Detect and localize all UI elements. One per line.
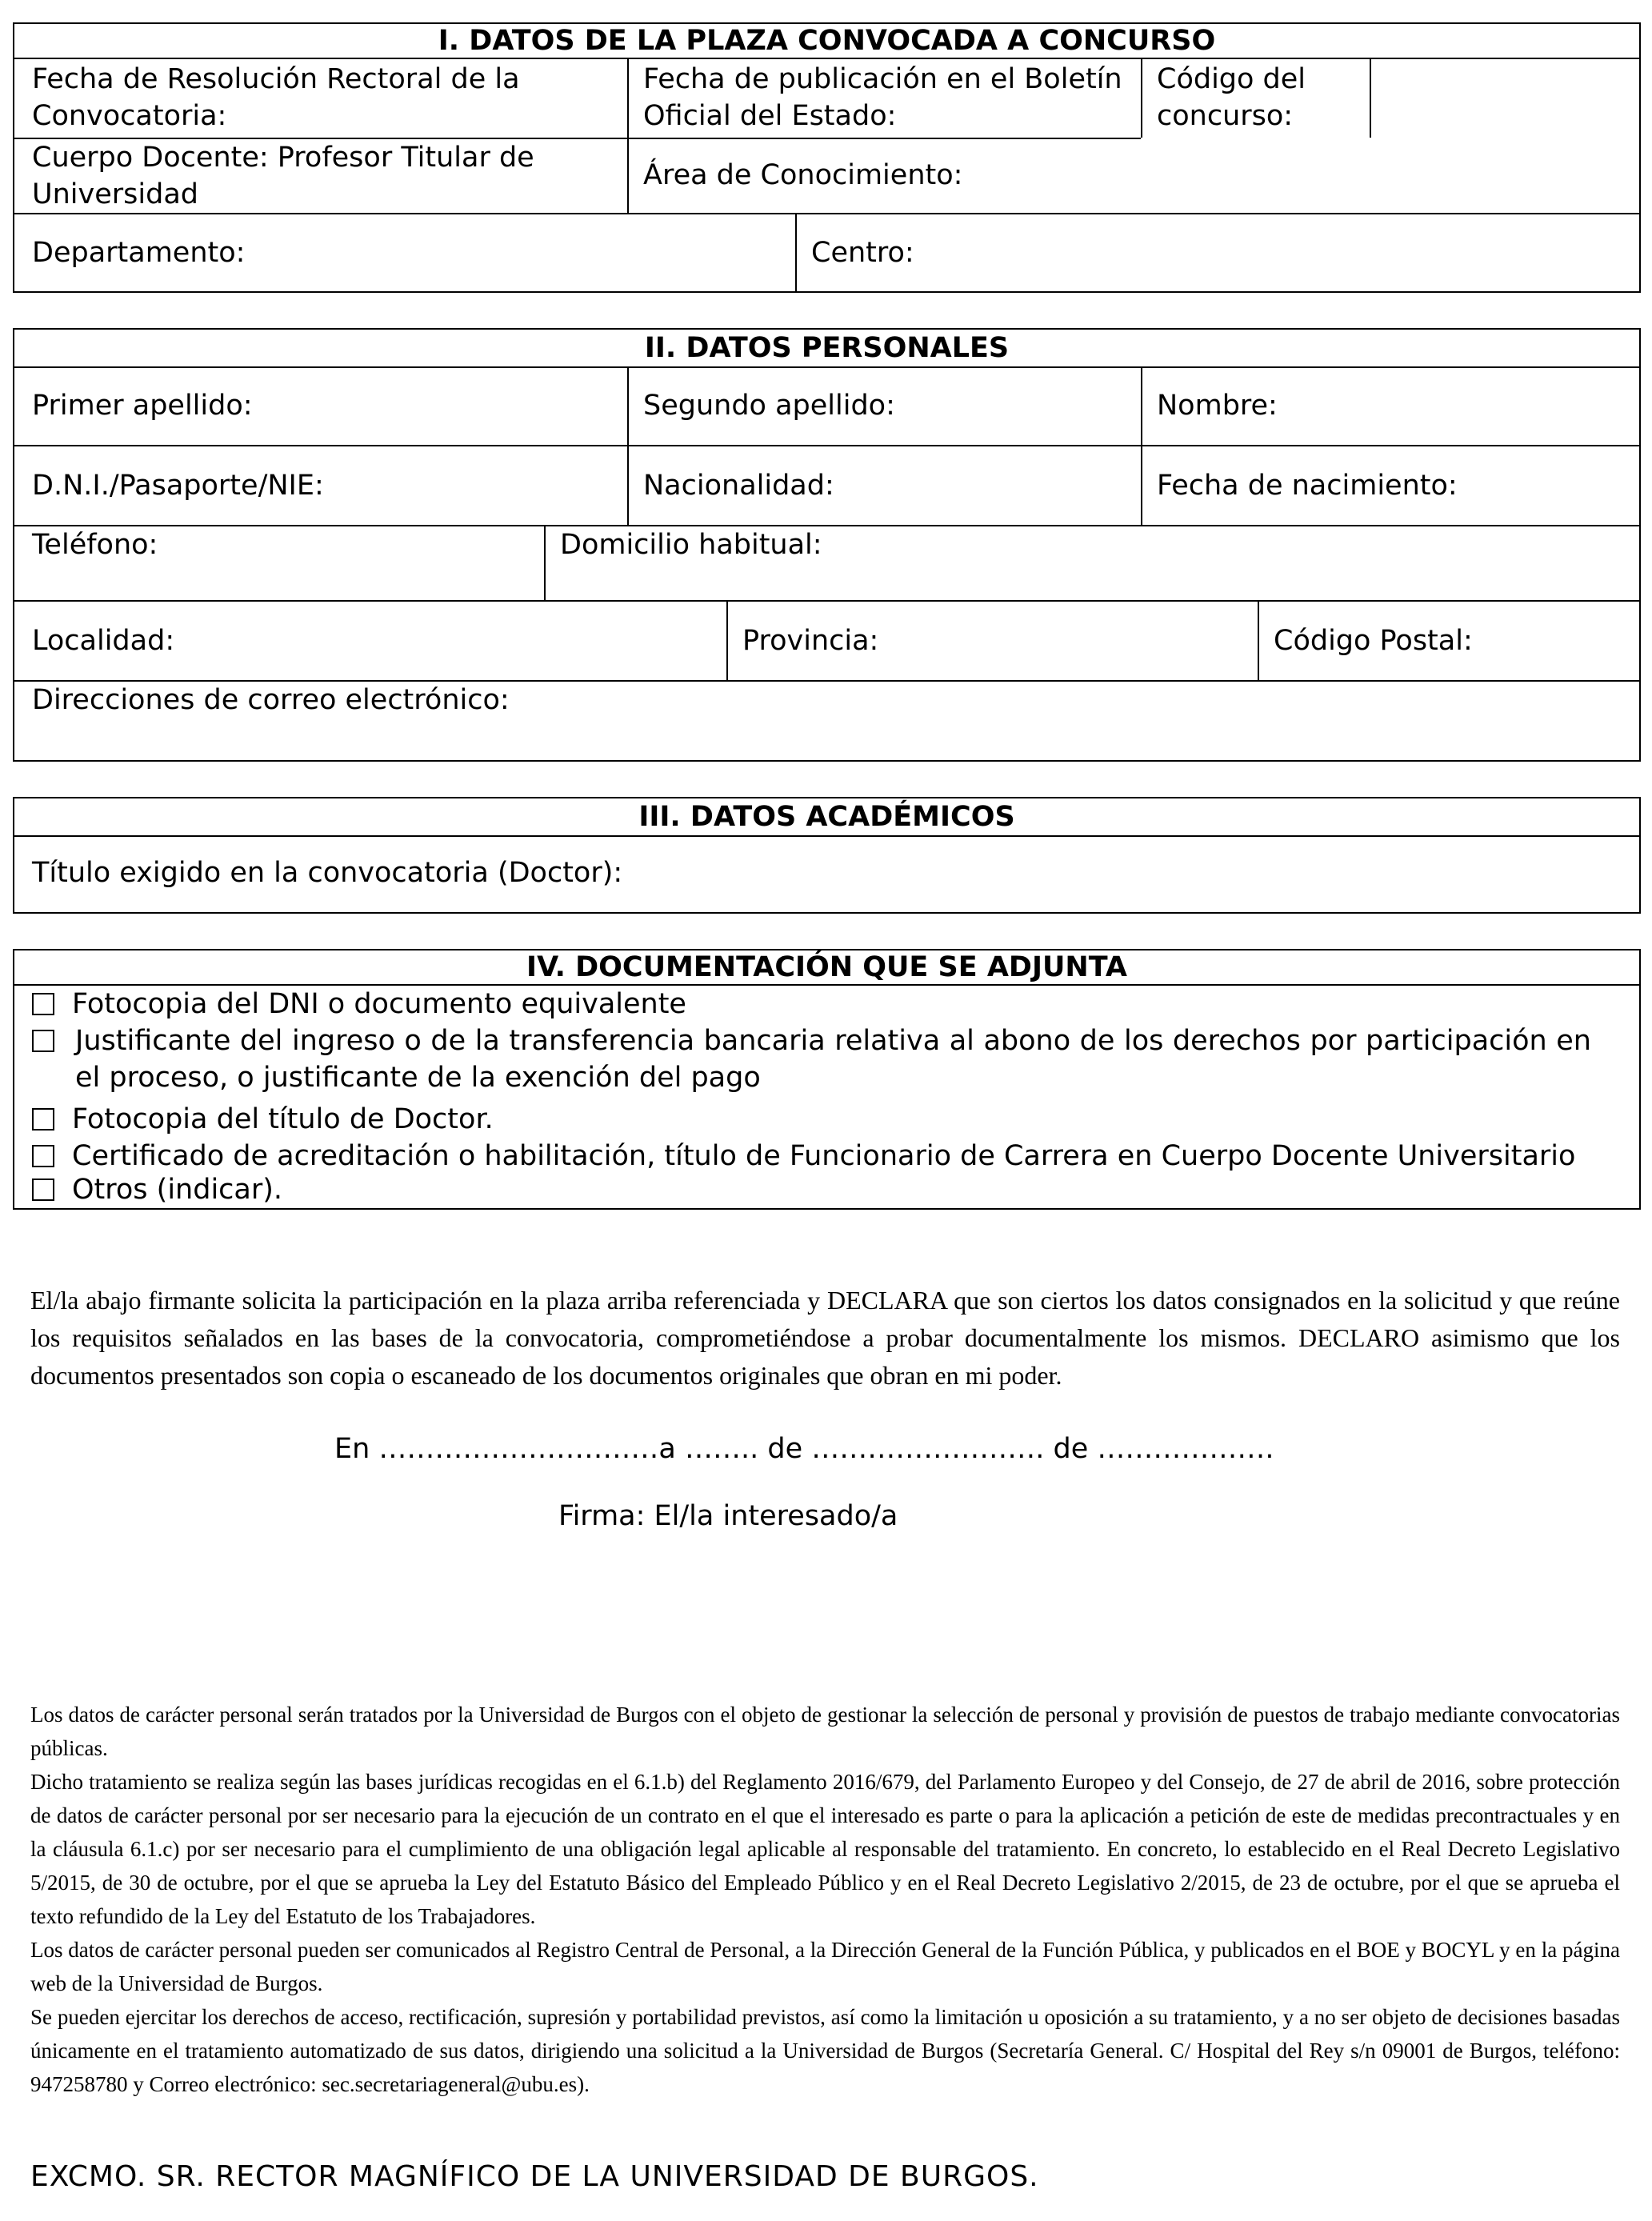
doc-item-label: Certificado de acreditación o habilitación, título de Funcionario de Carrera en Cuerpo Docente Universitario (72, 1140, 1576, 1172)
provincia-field[interactable]: Provincia: (742, 625, 879, 657)
localidad-field[interactable]: Localidad: (32, 625, 175, 657)
primer-apellido-field[interactable]: Primer apellido: (32, 390, 253, 422)
section-documents (13, 949, 1641, 1210)
checkbox[interactable] (32, 1179, 54, 1201)
doc-item-titulo[interactable] (32, 1101, 1591, 1138)
area-conocimiento-field[interactable]: Área de Conocimiento: (643, 159, 963, 191)
fecha-resolucion-label-2: Convocatoria: (32, 100, 227, 132)
privacy-paragraph: Los datos de carácter personal pueden ser comunicados al Registro Central de Personal, a la Dirección General de la Función Pública, y publicados en el BOE y BOCYL y en la página web de la Universidad de Burgos. (30, 1938, 1620, 1995)
domicilio-field[interactable]: Domicilio habitual: (560, 529, 822, 561)
codigo-concurso-input[interactable] (1371, 59, 1639, 136)
fecha-boe-label-2: Oficial del Estado: (643, 100, 897, 132)
segundo-apellido-field[interactable]: Segundo apellido: (643, 390, 895, 422)
cuerpo-docente-field[interactable] (32, 139, 534, 213)
doc-item-label: Justificante del ingreso o de la transferencia bancaria relativa al abono de los derechos por participación en el proceso, o justificante de la exención del pago (75, 1025, 1591, 1094)
centro-field[interactable]: Centro: (811, 237, 914, 269)
place-date-line[interactable]: En …………………………a …….. de ……………………. de ………………. (334, 1433, 1274, 1465)
privacy-paragraph: Dicho tratamiento se realiza según las bases jurídicas recogidas en el 6.1.b) del Reglamento 2016/679, del Parlamento Europeo y del Consejo, de 27 de abril de 2016, sobre protección de datos de carácter personal por ser necesario para la ejecución de un contrato en el que el interesado es parte o para la aplicación a petición de este de medidas precontractuales y en la cláusula 6.1.c) por ser necesario para el cumplimiento de una obligación legal aplicable al responsable del tratamiento. En concreto, lo establecido en el Real Decreto Legislativo 5/2015, de 30 de octubre, por el que se aprueba la Ley del Estatuto Básico del Empleado Público y en el Real Decreto Legislativo 2/2015, de 23 de octubre, por el que se aprueba el texto refundido de la Ley del Estatuto de los Trabajadores. (30, 1770, 1620, 1928)
codigo-concurso-label-2: concurso: (1157, 100, 1294, 132)
section-academic-title: III. DATOS ACADÉMICOS (638, 801, 1015, 833)
section-plaza (13, 22, 1641, 293)
checkbox[interactable] (32, 1145, 54, 1167)
cuerpo-docente-label-1: Cuerpo Docente: Profesor Titular de (32, 142, 534, 174)
privacy-paragraph: Los datos de carácter personal serán tratados por la Universidad de Burgos con el objeto de gestionar la selección de personal y provisión de puestos de trabajo mediante convocatorias públicas. (30, 1703, 1620, 1760)
doc-item-dni[interactable] (32, 986, 1591, 1022)
fecha-resolucion-label-1: Fecha de Resolución Rectoral de la (32, 63, 520, 95)
privacy-notice (30, 1698, 1620, 2101)
section-plaza-title: I. DATOS DE LA PLAZA CONVOCADA A CONCURSO (438, 25, 1216, 57)
codigo-postal-field[interactable]: Código Postal: (1274, 625, 1473, 657)
fecha-boe-label-1: Fecha de publicación en el Boletín (643, 63, 1122, 95)
doc-item-label: Otros (indicar). (72, 1174, 283, 1206)
privacy-paragraph: Se pueden ejercitar los derechos de acceso, rectificación, supresión y portabilidad previstos, así como la limitación u oposición a su tratamiento, y a no ser objeto de decisiones basadas únicamente en el tratamiento automatizado de sus datos, dirigiendo una solicitud a la Universidad de Burgos (Secretaría General. C/ Hospital del Rey s/n 09001 de Burgos, teléfono: 947258780 y Correo electrónico: sec.secretariageneral@ubu.es). (30, 2005, 1620, 2096)
departamento-field[interactable]: Departamento: (32, 237, 246, 269)
checkbox[interactable] (32, 993, 54, 1015)
email-field[interactable]: Direcciones de correo electrónico: (32, 684, 510, 716)
section-personal (13, 328, 1641, 762)
codigo-concurso-label (1157, 61, 1306, 134)
section-personal-title: II. DATOS PERSONALES (644, 332, 1010, 364)
checkbox[interactable] (32, 1030, 54, 1052)
nacionalidad-field[interactable]: Nacionalidad: (643, 470, 834, 502)
declaration-text: El/la abajo firmante solicita la participación en la plaza arriba referenciada y DECLARA que son ciertos los datos consignados en la solicitud y que reúne los requisitos señalados en las bases de la convocatoria, comprometiéndose a probar documentalmente los mismos. DECLARO asimismo que los documentos presentados son copia o escaneado de los documentos originales que obran en mi poder. (30, 1286, 1620, 1390)
fecha-nacimiento-field[interactable]: Fecha de nacimiento: (1157, 470, 1458, 502)
doc-item-otros[interactable] (32, 1171, 1591, 1208)
doc-item-justificante[interactable] (32, 1022, 1591, 1096)
doc-item-certificado[interactable] (32, 1138, 1591, 1175)
section-academic (13, 797, 1641, 914)
titulo-doctor-field[interactable]: Título exigido en la convocatoria (Doctor): (32, 857, 623, 889)
signature-label: Firma: El/la interesado/a (558, 1500, 898, 1532)
dni-field[interactable]: D.N.I./Pasaporte/NIE: (32, 470, 324, 502)
doc-item-label: Fotocopia del DNI o documento equivalente (72, 988, 686, 1020)
fecha-boe-field[interactable] (643, 61, 1122, 134)
codigo-concurso-label-1: Código del (1157, 63, 1306, 95)
checkbox[interactable] (32, 1108, 54, 1131)
fecha-resolucion-field[interactable] (32, 61, 520, 134)
telefono-field[interactable]: Teléfono: (32, 529, 158, 561)
addressee: EXCMO. SR. RECTOR MAGNÍFICO DE LA UNIVERSIDAD DE BURGOS. (30, 2160, 1039, 2193)
cuerpo-docente-label-2: Universidad (32, 178, 199, 210)
doc-item-label: Fotocopia del título de Doctor. (72, 1103, 494, 1135)
nombre-field[interactable]: Nombre: (1157, 390, 1278, 422)
section-documents-title: IV. DOCUMENTACIÓN QUE SE ADJUNTA (526, 951, 1127, 983)
